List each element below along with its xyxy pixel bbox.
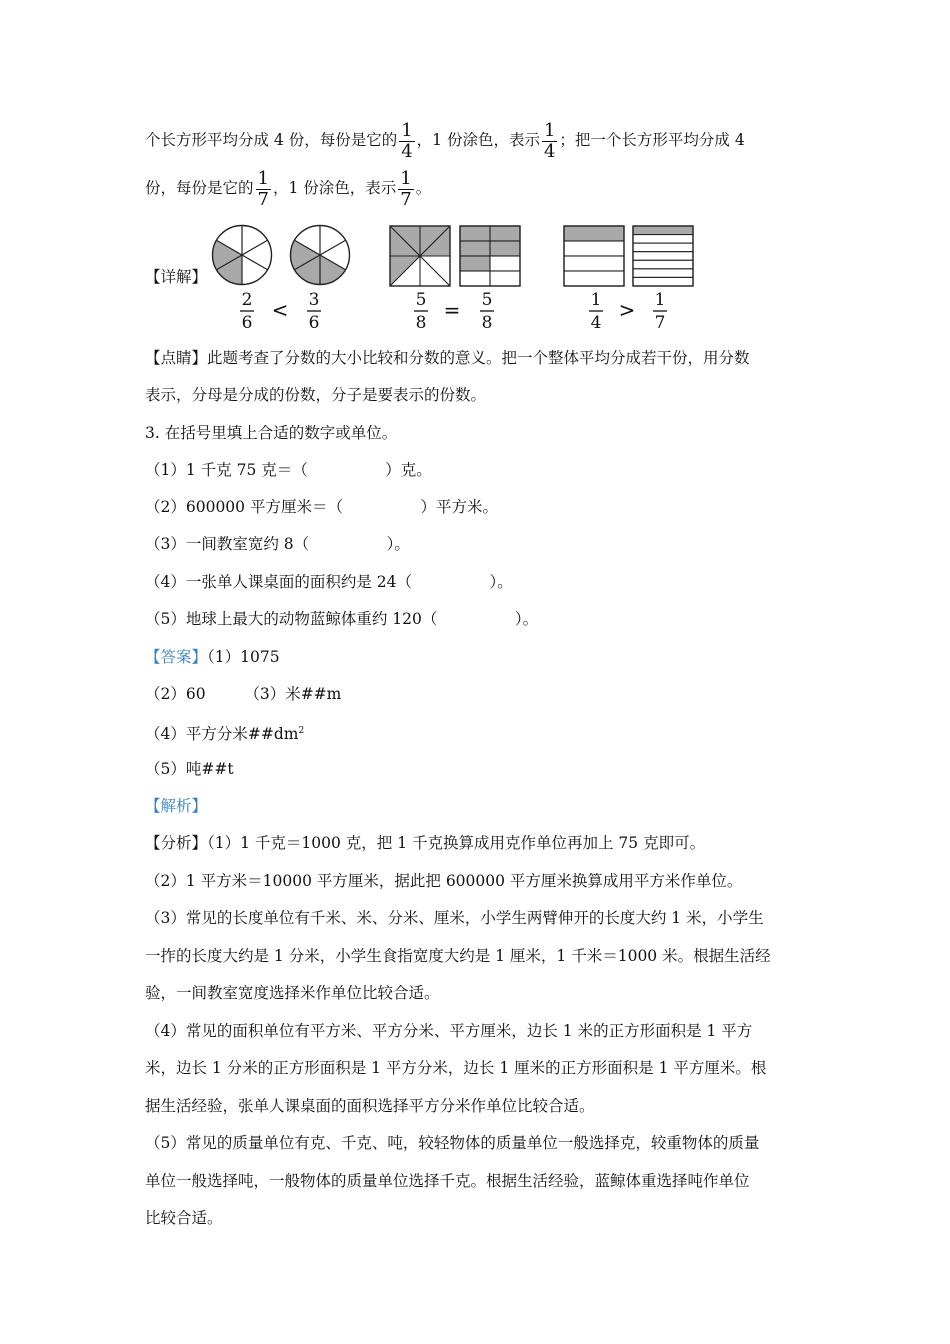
comparison-1-right-numerator: 3 [308,290,320,310]
comparison-2-left-denominator: 8 [415,313,427,333]
analysis-line: （3）常见的长度单位有千米、米、分米、厘米，小学生两臂伸开的长度大约 1 米，小学生 [145,909,764,927]
analysis-line: 一拃的长度大约是 1 分米，小学生食指宽度大约是 1 厘米，1 千米＝1000 米。根据生活经 [145,947,771,965]
analysis-line: （4）常见的面积单位有平方米、平方分米、平方厘米，边长 1 米的正方形面积是 1 平方 [145,1022,753,1040]
fraction: $\frac{1}{7}$ [400,167,412,210]
dianjing-line-2: 表示，分母是分成的份数，分子是要表示的份数。 [145,386,487,404]
analysis-line: 【分析】（1）1 千克＝1000 克，把 1 千克换算成用克作单位再加上 75 克即可。 [145,834,706,852]
question-title: 3. 在括号里填上合适的数字或单位。 [145,424,398,442]
circle-left-divider [242,255,268,270]
fraction: $\frac{1}{4}$ [543,119,556,162]
circle-right-shaded-sector [320,255,346,285]
rect-left-strip [564,271,624,286]
analysis-line: （2）1 平方米＝10000 平方厘米，据此把 600000 平方厘米换算成用平方米作单位。 [145,872,743,890]
rect-right-strip [633,260,693,269]
rect-right-strip [633,277,693,286]
square-right-cell [460,271,490,286]
question-item-2: （2）600000 平方厘米＝（ ）平方米。 [145,498,498,516]
rect-right-strip [633,269,693,278]
comparison-3-right-numerator: 1 [654,290,666,310]
circle-right-divider [320,240,346,255]
circle-left-divider [242,240,268,255]
intro-text: 。 [415,179,432,197]
fraction-comparison-figure [140,218,700,338]
intro-line-1 [145,118,745,162]
rect-left-shaded-strip [564,226,624,241]
comparison-3-right-denominator: 7 [654,313,666,333]
answer-line-1 [145,646,280,668]
comparison-1-left-denominator: 6 [241,313,253,333]
comparison-3-operator: > [618,298,636,322]
intro-text: ，1 份涂色，表示 [272,179,397,197]
fraction: $\frac{1}{7}$ [257,167,269,210]
analysis-line: 验，一间教室宽度选择米作单位比较合适。 [145,984,440,1002]
comparison-2-operator: = [443,298,461,322]
rect-right-shaded-strip [633,226,693,235]
answer-4-superscript: 2 [298,726,305,736]
question-item-1: （1）1 千克 75 克＝（ ）克。 [145,461,432,479]
fraction: $\frac{1}{4}$ [401,119,413,162]
answer-line-2: （2）60 （3）米##m [145,685,342,703]
analysis-line: （5）常见的质量单位有克、千克、吨，较轻物体的质量单位一般选择克，较重物体的质量 [145,1134,760,1152]
comparison-1-left-numerator: 2 [241,290,253,310]
answer-line-4 [145,720,304,745]
comparison-3-left-denominator: 4 [590,313,602,333]
square-right-shaded-cell [490,241,520,256]
analysis-line: 单位一般选择吨，一般物体的质量单位选择千克。根据生活经验，蓝鲸体重选择吨作单位 [145,1172,750,1190]
square-right-cell [490,271,520,286]
question-item-4: （4）一张单人课桌面的面积约是 24（ ）。 [145,573,513,591]
square-right-shaded-cell [460,241,490,256]
analysis-line: 米，边长 1 分米的正方形面积是 1 平方分米，边长 1 厘米的正方形面积是 1 平方厘米。根 [145,1059,767,1077]
intro-text: 份，每份是它的 [145,179,254,197]
rect-right-strip [633,243,693,252]
square-right-shaded-cell [460,226,490,241]
rect-left-strip [564,256,624,271]
intro-text: 个长方形平均分成 4 份，每份是它的 [145,131,398,149]
comparison-2-right-denominator: 8 [481,313,493,333]
intro-text: ，1 份涂色，表示 [416,131,540,149]
answer-line-5: （5）吨##t [145,760,234,778]
comparison-2-right-numerator: 5 [481,290,493,310]
rect-right-strip [633,252,693,261]
comparison-2-left-numerator: 5 [415,290,427,310]
square-right-cell [490,256,520,271]
comparison-1-right-denominator: 6 [308,313,320,333]
intro-line-2 [145,166,431,210]
jiexi-label: 【解析】 [145,797,208,815]
answer-4: （4）平方分米##dm [145,725,299,744]
analysis-line: 据生活经验，张单人课桌面的面积选择平方分米作单位比较合适。 [145,1097,595,1115]
intro-text: ；把一个长方形平均分成 4 [559,131,745,149]
answer-1: （1）1075 [207,648,280,666]
answer-label: 【答案】 [145,648,208,666]
rect-left-strip [564,241,624,256]
question-item-5: （5）地球上最大的动物蓝鲸体重约 120（ ）。 [145,610,539,628]
rect-right-strip [633,235,693,244]
square-right-shaded-cell [490,226,520,241]
comparison-3-left-numerator: 1 [590,290,602,310]
question-item-3: （3）一间教室宽约 8（ ）。 [145,535,410,553]
analysis-line: 比较合适。 [145,1209,223,1227]
dianjing-line-1: 【点睛】此题考查了分数的大小比较和分数的意义。把一个整体平均分成若干份，用分数 [145,349,750,367]
detail-label: 【详解】 [145,268,208,286]
comparison-1-operator: < [271,298,289,322]
square-right-shaded-cell [460,256,490,271]
